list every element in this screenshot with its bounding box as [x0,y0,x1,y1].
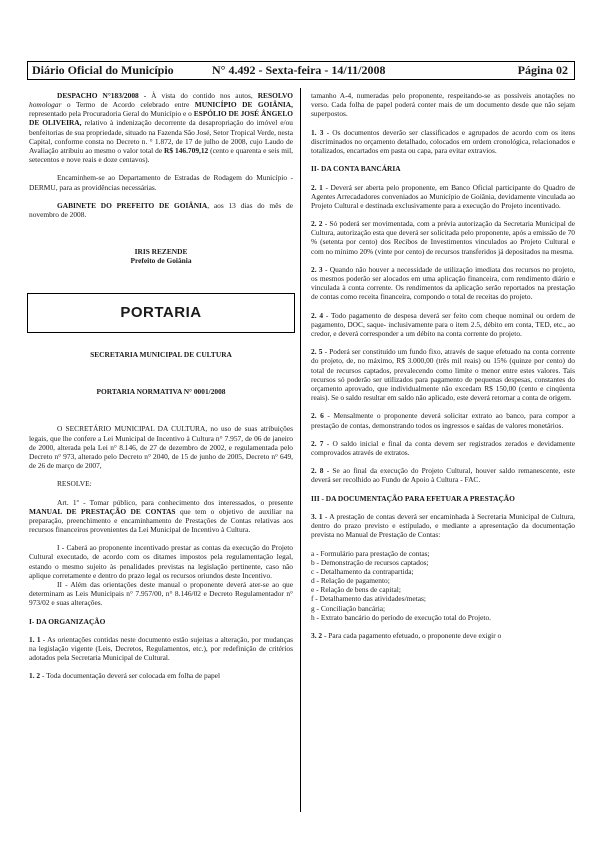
paragraph-2-7: 2. 7 - O saldo inicial e final da conta devem ser registrados zerados e devidamente comprovados através de extratos. [311,438,575,457]
paragraph-3-2: 3. 2 - Para cada pagamento efetuado, o proponente deve exigir o [311,631,502,640]
paragraph-2-4: 2. 4 - Todo pagamento de despesa deverá ser feito com cheque nominal ou ordem de pagamento, DOC, saque- inclusivamente para o item 2.5, débito em conta, TED, etc., ao credor, e deverá corresponder a um débito na conta corrente do projeto. [311,310,575,338]
paragraph-2-6: 2. 6 - Mensalmente o proponente deverá solicitar extrato ao banco, para compor a prestação de contas, demonstrando todos os ingressos e saídas de valores monetários. [311,411,576,430]
item-ii-paragraph: II - Além das orientações deste manual o proponente deverá ater-se ao que determinam as Leis Municipais n° 7.957/00, n° 8.146/02 e Decreto Regulamentador n° 973/02 e suas alterações. [29,579,293,608]
right-column [311,91,575,649]
page-header [27,61,575,80]
issue-info: N° 4.492 - Sexta-feira - 14/11/2008 [212,63,386,77]
list-item: h - Extrato bancário do período de execução total do Projeto. [311,612,491,622]
paragraph-3-1: 3. 1 - A prestação de contas deverá ser encaminhada à Secretaria Municipal de Cultura, dentro do prazo previsto e estipulado, e mediante a apresentação da documentação prevista no Manual de Prestação de Contas: [311,512,575,540]
despacho-paragraph: DESPACHO N°183/2008 - À vista do contido nos autos, RESOLVO homologar o Termo de Acordo celebrado entre MUNICÍPIO DE GOIÂNIA, representado pela Procuradoria Geral do Município e o ESPÓLIO DE JOSÉ ÂNGELO DE OLIVEIRA, relativo à indenização decorrente da desapropriação do imóvel e/ou benfeitorias de sua propriedade, situado na Fazenda São José, Setor Tropical Verde, nesta Capital, conforme consta no Decreto n. ° 1.872, de 17 de julho de 2008, cujo Laudo de Avaliação atribuiu ao mesmo o valor total de R$ 146.709,12 (cento e quarenta e seis mil, setecentos e nove reais e doze centavos). [29,91,294,165]
left-column [29,91,293,690]
encaminhem-paragraph: Encaminhem-se ao Departamento de Estradas de Rodagem do Município - DERMU, para as providências necessárias. [29,173,293,192]
paragraph-1-3: 1. 3 - Os documentos deverão ser classificados e agrupados de acordo com os itens discriminados no orçamento detalhado, colocados em ordem cronológica, relacionados e totalizados, encartados em pasta ou capa, para evitar extravios. [311,127,576,155]
paragraph-1-1: 1. 1 - As orientações contidas neste documento estão sujeitas a alteração, por mudanças na legislação vigente (Leis, Decretos, Regulamentos, etc.), por redefinição de critérios adotados pela Secretaria Municipal de Cultural. [29,634,294,663]
list-item: f - Detalhamento das atividades/metas; [311,594,426,604]
list-item: b - Demonstração de recursos captados; [311,557,429,567]
gabinete-paragraph: GABINETE DO PREFEITO DE GOIÂNIA, aos 13 dias do mês de novembro de 2008. [29,200,293,219]
paragraph-2-2: 2. 2 - Só poderá ser movimentada, com a prévia autorização da Secretaria Municipal de Cultura, autorização esta que deverá ser solicitada pelo proponente, após a emissão de 70 % (setenta por cento) dos Recibos de Investimentos vinculados ao Projeto Cultural e com no mínimo 20% (vinte por cento) de recursos transferidos já depositados na mesma. [311,219,576,256]
signer-name: IRIS REZENDE [134,246,188,256]
list-item: e - Relação de bens de capital; [311,585,401,595]
continuation-paragraph: tamanho A-4, numeradas pelo proponente, respeitando-se as possíveis anotações no verso. Cada folha de papel poderá conter mais de um documento desde que não sejam superpostos. [311,91,575,119]
resolve-label: RESOLVE: [57,479,92,489]
portaria-label: PORTARIA [120,304,202,322]
secretaria-heading: SECRETARIA MUNICIPAL DE CULTURA [90,350,232,360]
page-number: Página 02 [517,63,568,77]
item-i-paragraph: I - Caberá ao proponente incentivado prestar as contas da execução do Projeto Cultural executado, de acordo com os ditames impostos pela regulamentação legal, estando o mesmo sujeito às penalidades previstas na legislação pertinente, caso não aplique corretamente e dentro do prazo legal os recursos oriundos deste Incentivo. [29,543,293,580]
list-item: c - Detalhamento da contrapartida; [311,566,414,576]
section-3-heading: III - DA DOCUMENTAÇÃO PARA EFETUAR A PRESTAÇÃO [311,493,515,503]
list-item: a - Formulário para prestação de contas; [311,548,430,558]
paragraph-2-1: 2. 1 - Deverá ser aberta pelo proponente, em Banco Oficial participante do Quadro de Agentes Arrecadadores conveniados ao Município de Goiânia, devidamente vinculada ao Projeto Cultural e destinada exclusivamente para a execução do Projeto incentivado. [311,182,575,210]
paragraph-2-3: 2. 3 - Quando não houver a necessidade de utilização imediata dos recursos no projeto, os mesmos poderão ser alocados em uma aplicação financeira, com rendimento diário e vinculada à conta corrente. Os rendimentos da aplicação serão reportados na prestação de contas como receita financeira, compondo o total de receitas do projeto. [311,264,575,302]
paragraph-2-5: 2. 5 - Poderá ser constituído um fundo fixo, através de saque efetuado na conta corrente do projeto, de, no máximo, R$ 3.000,00 (três mil reais) ou 15% (quinze por cento) do total de recursos captados, prevalecendo como limite o menor entre estes valores. Tais recursos só poderão ser utilizados para pagamento de pequenas despesas, constantes do orçamento aprovado, que individualmente não excedam R$ 150,00 (cento e cinqüenta reais). Se o saldo resultar em saldo não aplicado, este deverá retornar a conta de origem. [311,347,575,403]
list-item: d - Relação de pagamento; [311,576,390,586]
list-item: g - Conciliação bancária; [311,603,386,613]
section-2-heading: II- DA CONTA BANCÁRIA [311,164,401,174]
portaria-section-box [27,293,295,333]
preamble-paragraph: O SECRETÁRIO MUNICIPAL DA CULTURA, no uso de suas atribuições legais, que lhe confere a Lei Municipal de Incentivo à Cultura n° 7.957, de 06 de janeiro de 2000, alterada pela Lei n° 8.146, de 27 de dezembro de 2002, e regulamentada pelo Decreto n° 973, alterado pelo Decreto n° 2040, de 15 de junho de 2005, Decreto n° 649, de 26 de março de 2007, [29,424,293,470]
normativa-heading: PORTARIA NORMATIVA N° 0001/2008 [96,387,226,397]
paragraph-1-2: 1. 2 - Toda documentação deverá ser colocada em folha de papel [29,671,221,681]
article-1-paragraph: Art. 1º - Tomar público, para conhecimento dos interessados, o presente MANUAL DE PRESTAÇÃO DE CONTAS que tem o objetivo de auxiliar na preparação, preenchimento e encaminhamento de Prestações de Contas relativas aos recursos financeiros provenientes da Lei Municipal de Incentivo à Cultura. [29,497,293,535]
gazette-title: Diário Oficial do Município [32,63,174,77]
paragraph-2-8: 2. 8 - Se ao final da execução do Projeto Cultural, houver saldo remanescente, este deverá ser recolhido ao Fundo de Apoio à Cultura - FAC. [311,466,575,485]
section-1-heading: I- DA ORGANIZAÇÃO [29,616,106,626]
signer-title: Prefeito de Goiânia [130,255,192,265]
documents-list [311,549,575,622]
column-divider [300,88,301,812]
